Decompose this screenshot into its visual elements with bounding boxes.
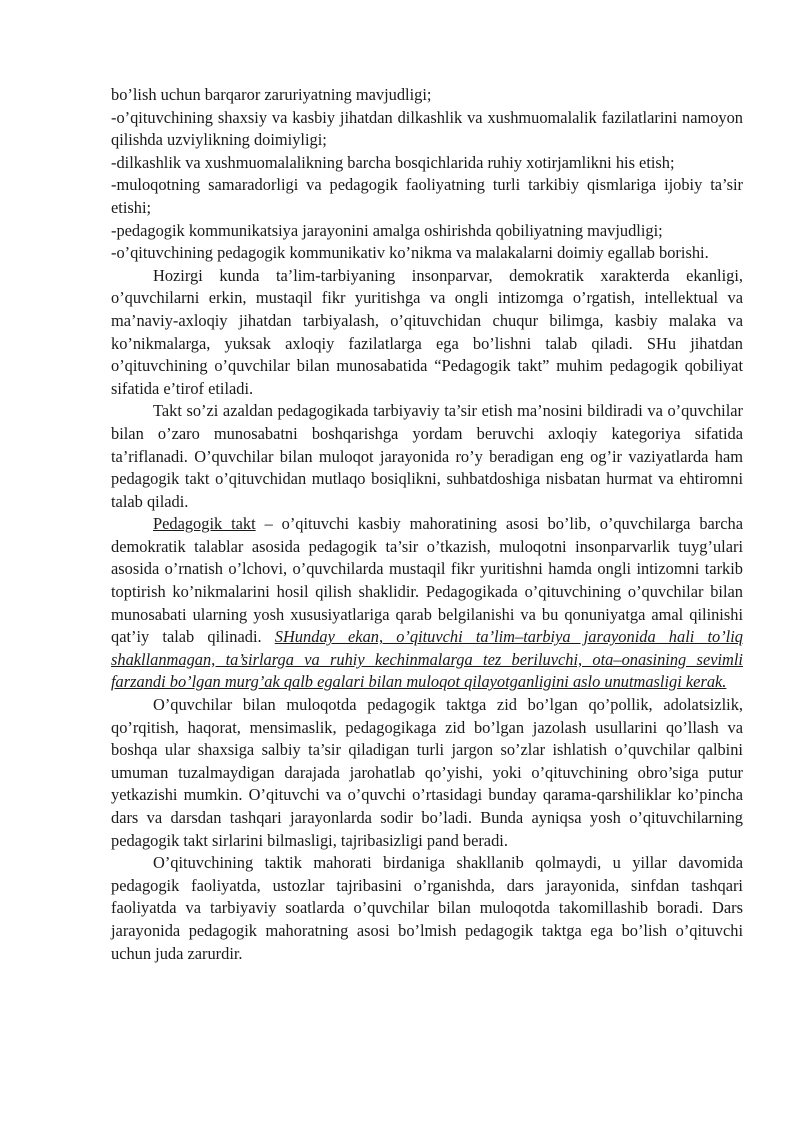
list-line-kommunikatsiya: -pedagogik kommunikatsiya jarayonini amalga oshirishda qobiliyatning mavjudligi; [111,220,663,240]
paragraph-takt-sozi: Takt so’zi azaldan pedagogikada tarbiyaviy ta’sir etish ma’nosini bildiradi va o’quvchilar bilan o’zaro munosabatni boshqarishga yordam beruvchi axloqiy kategoriya sifatida ta’riflanadi. O’quvchilar bilan muloqot jarayonida ro’y beradigan eng og’ir vaziyatlarda ham pedagogik takt o’qituvchidan mutlaqo bosiqlikni, suhbatdoshiga nisbatan hurmat va ehtiromni talab qiladi. [111,401,743,511]
paragraph-taktik-mahorat: O’qituvchining taktik mahorati birdaniga shakllanib qolmaydi, u yillar davomida pedagogik faoliyatda, ustozlar tajribasini o’rganishda, dars jarayonida, sinfdan tashqari faoliyatda va tarbiyaviy soatlarda o’quvchilar bilan muloqotda takomillashib boradi. Dars jarayonida pedagogik mahoratning asosi bo’lmish pedagogik taktga ega bo’lish o’qituvchi uchun juda zarurdir. [111,853,743,963]
paragraph-hozirgi-kunda: Hozirgi kunda ta’lim-tarbiyaning insonparvar, demokratik xarakterda ekanligi, o’quvchilarni erkin, mustaqil fikr yuritishga va ongli intizomga o’rgatish, intellektual va ma’naviy-axloqiy jihatdan tarbiyalash, o’qituvchidan chuqur bilimga, kasbiy malaka va ko’nikmalarga, yuksak axloqiy fazilatlarga ega bo’lishni talab qiladi. SHu jihatdan o’qituvchining o’quvchilar bilan munosabatida “Pedagogik takt” muhim pedagogik qobiliyat sifatida e’tirof etiladi. [111,265,743,398]
list-line-uzviylik: -o’qituvchining shaxsiy va kasbiy jihatdan dilkashlik va xushmuomalalik fazilatlarini namoyon qilishda uzviylikning doimiyligi; [111,107,743,150]
list-line-samaradorlik: -muloqotning samaradorligi va pedagogik faoliyatning turli tarkibiy qismlariga ijobiy ta’sir etishi; [111,175,743,217]
list-line-continuation: bo’lish uchun barqaror zaruriyatning mavjudligi; [111,85,432,104]
definition-text: – o’qituvchi kasbiy mahoratining asosi bo’lib, o’quvchilarga barcha demokratik talablar asosida pedagogik ta’sir o’tkazish, muloqotni insonparvarlik tuyg’ulari asosida o’rnatish o’lchovi, o’quvchilarda mustaqil fikr yuritishni hamda ongli intizomni tarkib toptirish ko’nikmalarini hosil qilish shaklidir. Pedagogikada o’qituvchining o’quvchilar bilan munosabati ularning yosh xususiyatlariga qarab belgilanishi va bu qonuniyatga amal qilinishi qat’iy talab qilinadi. [111,514,743,647]
emphasis-text: SHunday ekan, o’qituvchi ta’lim–tarbiya jarayonida hali to’liq shakllanmagan, ta’sirlarga va ruhiy kechinmalarga tez beriluvchi, ota–onasining sevimli farzandi bo’lgan murg’ak qalb egalari bilan muloqot qilayotganligini aslo unutmasligi kerak. [111,627,743,692]
paragraph-pedagogik-takt [111,513,743,694]
paragraph-muloqotda: O’quvchilar bilan muloqotda pedagogik taktga zid bo’lgan qo’pollik, adolatsizlik, qo’rqitish, haqorat, mensimaslik, pedagogikaga zid bo’lgan jazolash usullarini qo’llash va boshqa ular shaxsiga salbiy ta’sir qiladigan turli jargon so’zlar ishlatish o’quvchilar qalbini umuman tuzalmaydigan darajada jarohatlab qo’yishi, yoki o’qituvchining obro’siga putur yetkazishi mumkin. O’qituvchi va o’quvchi o’rtasidagi bunday qarama-qarshiliklar ko’pincha dars va darsdan tashqari jarayonlarda sodir bo’ladi. Bunda ayniqsa yosh o’qituvchilarning pedagogik takt sirlarini bilmasligi, tajribasizligi pand beradi. [111,695,743,850]
list-line-konikma: -o’qituvchining pedagogik kommunikativ ko’nikma va malakalarni doimiy egallab borishi. [111,243,709,263]
term-pedagogik-takt: Pedagogik takt [153,514,256,534]
list-line-xotirjamlik: -dilkashlik va xushmuomalalikning barcha bosqichlarida ruhiy xotirjamlikni his etish; [111,152,675,172]
